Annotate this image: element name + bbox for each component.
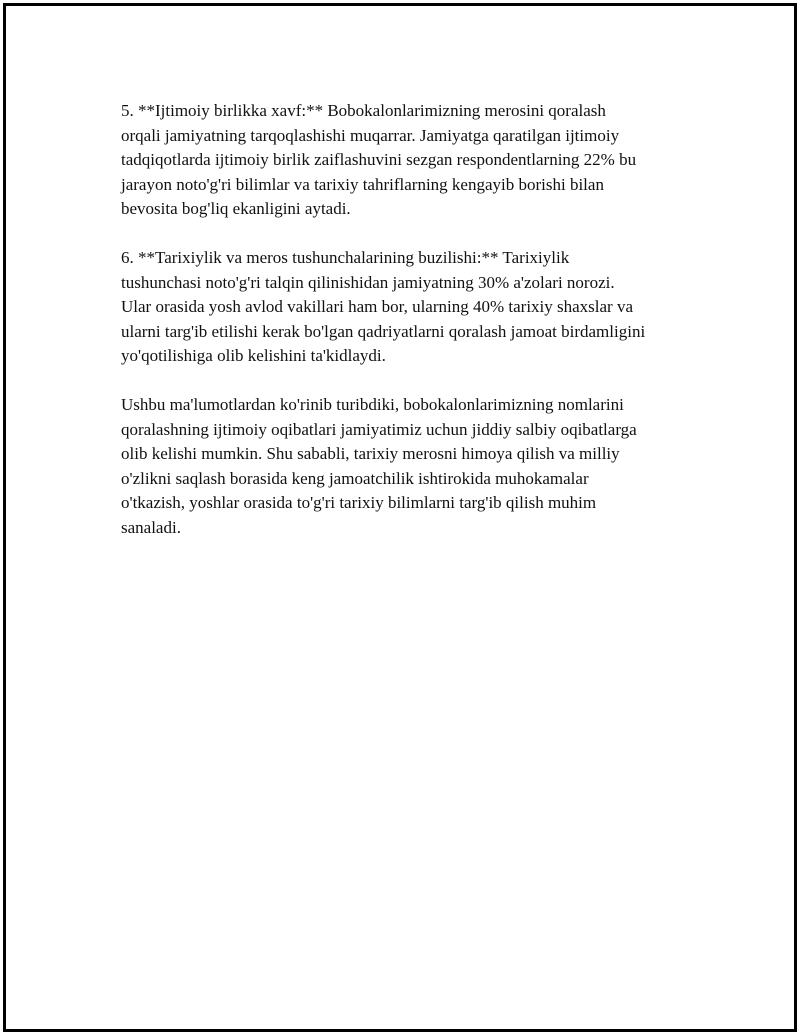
paragraph-social-unity: 5. **Ijtimoiy birlikka xavf:** Bobokalonlarimizning merosini qoralash orqali jamiyatning tarqoqlashishi muqarrar. Jamiyatga qaratilgan ijtimoiy tadqiqotlarda ijtimoiy birlik zaiflashuvini sezgan respondentlarning 22% bu jarayon noto'g'ri bilimlar va tarixiy tahriflarning kengayib borishi bilan bevosita bog'liq ekanligini aytadi.	[121, 101, 637, 218]
paragraph-conclusion: Ushbu ma'lumotlardan ko'rinib turibdiki, bobokalonlarimizning nomlarini qoralashning ijtimoiy oqibatlari jamiyatimiz uchun jiddiy salbiy oqibatlarga olib kelishi mumkin. Shu sababli, tarixiy merosni himoya qilish va milliy o'zlikni saqlash borasida keng jamoatchilik ishtirokida muhokamalar o'tkazish, yoshlar orasida to'g'ri tarixiy bilimlarni targ'ib qilish muhim sanaladi.	[121, 395, 637, 537]
paragraph-historicity-heritage: 6. **Tarixiylik va meros tushunchalarining buzilishi:** Tarixiylik tushunchasi noto'g'ri talqin qilinishidan jamiyatning 30% a'zolari norozi. Ular orasida yosh avlod vakillari ham bor, ularning 40% tarixiy shaxslar va ularni targ'ib etilishi kerak bo'lgan qadriyatlarni qoralash jamoat birdamligini yo'qotilishiga olib kelishini ta'kidlaydi.	[121, 248, 646, 365]
page-border	[3, 3, 797, 1032]
document-body	[121, 99, 701, 565]
